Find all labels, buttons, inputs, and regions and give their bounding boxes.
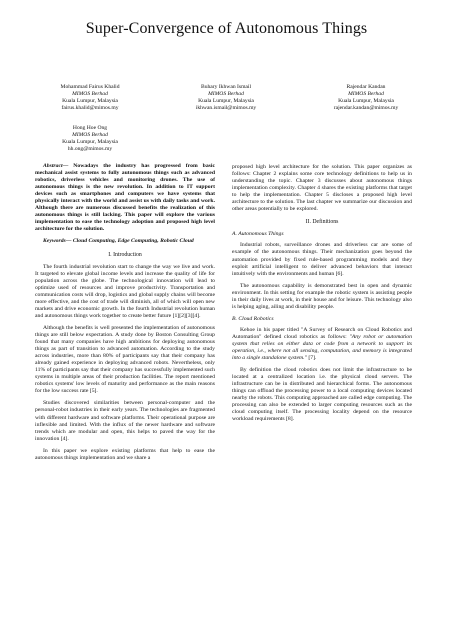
author-location: Kuala Lumpur, Malaysia [62, 98, 118, 105]
paragraph: proposed high level architecture for the solution. This paper organizes as follows: Chapter 2 explains some core technology definitions to help us in understanding the topic. Chapter 3 discusses about autonomous things implementation complexity. Chapter 4 shares the existing platforms that target to help the implementation. Chapter 5 discloses a proposed high level architecture to the solution. The last chapter we summarize our discussion and other areas potentially to be explored. [232, 164, 412, 213]
right-column [232, 164, 412, 429]
author-affiliation: MIMOS Berhad [72, 91, 108, 98]
subsection-heading-autonomous-things: A. Autonomous Things [232, 231, 284, 238]
author-email: ikhwan.ismail@mimos.my [195, 105, 257, 112]
paragraph: The autonomous capability is demonstrated best in open and dynamic environment. In this setting for example the robotic system is assisting people in their daily lives at work, in their house and for leisure. This technology also is helping aging, ailing and disability people. [232, 282, 412, 310]
definition-quote: "Any robot or automation system that relies on either data or code from a network to support its operation, i.e., where not all sensing, computation, and memory is integrated into a single standalone system." [232, 333, 412, 362]
author-block-1 [35, 84, 145, 112]
paragraph: In this paper we explore existing platforms that help to ease the autonomous things implementation and we share a [35, 447, 215, 461]
subsection-heading-cloud-robotics: B. Cloud Robotics [232, 315, 274, 322]
author-location: Kuala Lumpur, Malaysia [338, 98, 394, 105]
section-heading-introduction: I. Introduction [108, 251, 142, 258]
citation: [7]. [306, 355, 317, 362]
author-block-3 [306, 84, 426, 112]
abstract [35, 163, 215, 233]
abstract-lead: Abstract— [43, 163, 69, 169]
author-email: rajendar.kandan@mimos.my [333, 105, 399, 112]
author-email: hh.ong@mimos.my [67, 146, 113, 153]
author-block-4 [35, 125, 145, 153]
paper-title: Super-Convergence of Autonomous Things [85, 20, 368, 37]
paragraph [232, 327, 412, 362]
section-heading-definitions: II. Definitions [305, 219, 339, 226]
paragraph-start: Kehoe in his paper titled "A Survey of Research on Cloud Robotics and Automation" defined cloud robotics as follows: [232, 326, 412, 340]
paragraph: Studies discovered similarities between personal-computer and the personal-robot industries in their early years. The technologies are fragmented with different hardware and software platforms. Their operational purpose are inflexible and limited. With the influx of the newer hardware and software trends which are modular and open, this helps to paved the way for the innovation [4]. [35, 400, 215, 442]
author-affiliation: MIMOS Berhad [348, 91, 384, 98]
author-location: Kuala Lumpur, Malaysia [62, 139, 118, 146]
author-name: Hong Hoe Ong [72, 125, 108, 131]
abstract-text: Nowadays the industry has progressed from basic mechanical assist systems to fully autonomous things such as advanced robotics, driverless vehicles and monitoring drones. The use of autonomous things is the new revolution. In addition to IT support devices such as smartphones and computers we have systems that physically interact with the world and assist us with daily tasks and work. Although there are numerous discussed benefits the realization of this autonomous things is still lacking. This paper will explore the various implementation to ease the technology adoption and proposed high level architecture for the solution. [35, 163, 215, 233]
keywords: Keywords— Cloud Computing, Edge Computing, Robotic Cloud [43, 238, 194, 245]
author-affiliation: MIMOS Berhad [72, 132, 108, 139]
paragraph: Industrial robots, surveillance drones and driverless car are some of example of the autonomous things. Their mechanization goes beyond the automation provided by fixed rule-based programming models and they exploit artificial intelligent to deliver advanced behaviors that interact intuitively with the environments and human [6]. [232, 242, 412, 277]
paragraph: The fourth industrial revolution start to change the way we live and work. It targeted to elevate global income levels and increase the quality of life for population across the globe. The technological innovation will lead to optimize used of resources and improve productivity. Transportation and communication costs will drop, logistics and global supply chains will become more effective, and the cost of trade will diminish, all of which will open new markets and drive economic growth. In the fourth Industrial revolution human and autonomous things work together to create better future [1][2][3][4]. [35, 263, 215, 319]
paragraph: By definition the cloud robotics does not limit the infrastructure to be located at a centralized location i.e. the physical cloud servers. The infrastructure can be in distributed and hierarchical forms. The autonomous things can offload the processing power to a local computing devices located nearby the robots. This computing approached are called edge computing. The processing can also be extended to larger computing resources such as the cloud computing itself. The processing locality depend on the resource workload requirements [8]. [232, 367, 412, 423]
author-location: Kuala Lumpur, Malaysia [198, 98, 254, 105]
author-name: Buhary Ikhwan Ismail [200, 84, 252, 90]
left-column [35, 163, 215, 467]
author-affiliation: MIMOS Berhad [208, 91, 244, 98]
paragraph: Although the benefits is well presented the implementation of autonomous things are still below expectation. A study done by Boston Consulting Group found that many companies have high ambitions for deploying autonomous things as part of transition to advanced automation. According to the study across industries, more than 80% of participants say that their company has already gained experience in deploying advanced robots. Nevertheless, only 11% of participants say that their company has successfully implemented such systems in multiple areas of their production facilities. The report mentioned robotics systems' low levels of maturity and performance as the main reasons for the low success rate [5]. [35, 324, 215, 395]
author-name: Mohammad Fairus Khalid [60, 84, 120, 90]
author-name: Rajendar Kandan [346, 84, 386, 90]
author-block-2 [171, 84, 281, 112]
author-email: fairus.khalid@mimos.my [61, 105, 119, 112]
